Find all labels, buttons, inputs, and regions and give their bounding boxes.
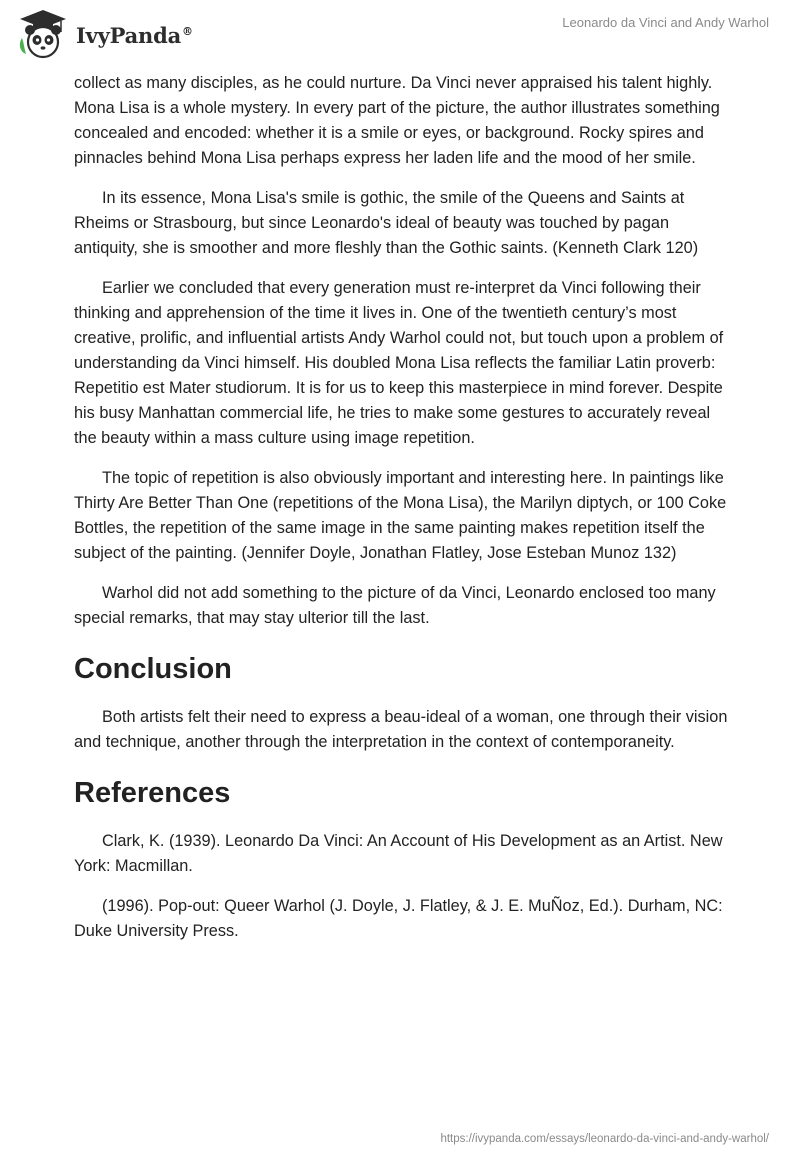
document-title: Leonardo da Vinci and Andy Warhol <box>562 15 769 30</box>
paragraph-warhol: Earlier we concluded that every generation must re-interpret da Vinci following their thinking and apprehension of the time it lives in. One of the twentieth century’s most creative, prolific, and influential artists Andy Warhol could not, but touch upon a problem of understanding da Vinci himself. His doubled Mona Lisa reflects the familiar Latin proverb: Repetitio est Mater studiorum. It is for us to keep this masterpiece in mind forever. Despite his busy Manhattan commercial life, he tries to make some gestures to accurately reveal the beauty within a mass culture using image repetition. <box>74 279 724 447</box>
source-url[interactable]: https://ivypanda.com/essays/leonardo-da-vinci-and-andy-warhol/ <box>440 1133 769 1145</box>
page-header <box>0 0 800 70</box>
ivypanda-logo[interactable] <box>14 8 193 60</box>
conclusion-heading: Conclusion <box>74 653 232 685</box>
conclusion-paragraph: Both artists felt their need to express a beau-ideal of a woman, one through their vision and technique, another through the interpretation in the context of contemporaneity. <box>74 708 728 751</box>
references-heading: References <box>74 777 231 809</box>
logo-name: IvyPanda <box>76 22 182 48</box>
registered-mark: ® <box>182 24 193 38</box>
reference-item-doyle: (1996). Pop-out: Queer Warhol (J. Doyle, J. Flatley, & J. E. MuÑoz, Ed.). Durham, NC: Duke University Press. <box>74 897 723 940</box>
panda-graduate-icon <box>14 8 72 60</box>
paragraph-remarks: Warhol did not add something to the picture of da Vinci, Leonardo enclosed too many special remarks, that may stay ulterior till the last. <box>74 584 716 627</box>
paragraph-continued: collect as many disciples, as he could nurture. Da Vinci never appraised his talent highly. Mona Lisa is a whole mystery. In every part of the picture, the author illustrates something concealed and encoded: whether it is a smile or eyes, or background. Rocky spires and pinnacles behind Mona Lisa perhaps express her laden life and the mood of her smile. <box>74 74 720 167</box>
reference-item-clark: Clark, K. (1939). Leonardo Da Vinci: An Account of His Development as an Artist. New York: Macmillan. <box>74 832 723 875</box>
logo-text <box>76 23 193 48</box>
paragraph-quote-clark: In its essence, Mona Lisa's smile is gothic, the smile of the Queens and Saints at Rheims or Strasbourg, but since Leonardo's ideal of beauty was touched by pagan antiquity, she is smoother and more fleshly than the Gothic saints. (Kenneth Clark 120) <box>74 189 699 257</box>
essay-content <box>74 71 730 959</box>
paragraph-repetition: The topic of repetition is also obviously important and interesting here. In paintings like Thirty Are Better Than One (repetitions of the Mona Lisa), the Marilyn diptych, or 100 Coke Bottles, the repetition of the same image in the same painting makes repetition itself the subject of the painting. (Jennifer Doyle, Jonathan Flatley, Jose Esteban Munoz 132) <box>74 469 727 562</box>
